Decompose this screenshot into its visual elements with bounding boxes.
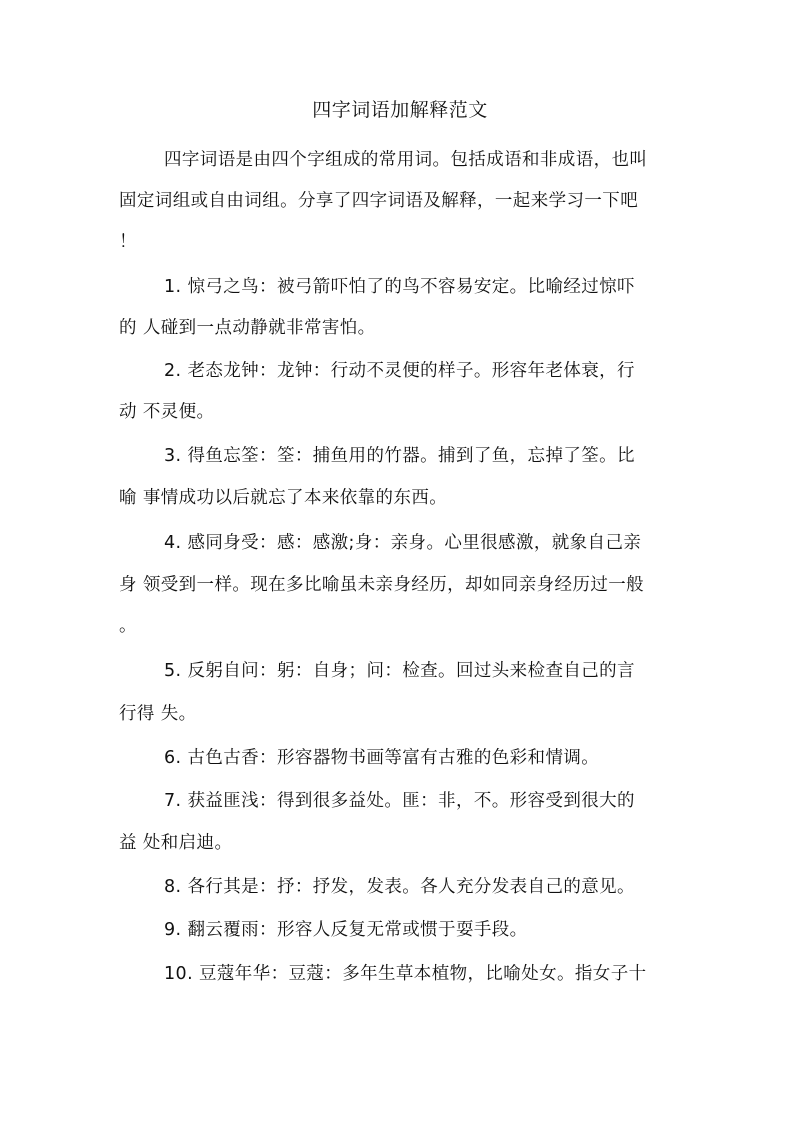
- item-3-line-1: 3. 得鱼忘筌：筌：捕鱼用的竹器。捕到了鱼，忘掉了筌。比: [164, 446, 635, 466]
- item-4-line-2: 身 领受到一样。现在多比喻虽未亲身经历，却如同亲身经历过一般: [119, 575, 645, 595]
- item-10-line-1: 10. 豆蔻年华：豆蔻：多年生草本植物，比喻处女。指女子十: [164, 964, 647, 984]
- item-4-line-1: 4. 感同身受：感：感激;身：亲身。心里很感激，就象自己亲: [164, 533, 642, 553]
- intro-line-2: 固定词组或自由词组。分享了四字词语及解释，一起来学习一下吧: [119, 191, 639, 211]
- item-8-line-1: 8. 各行其是：抒：抒发，发表。各人充分发表自己的意见。: [164, 877, 635, 897]
- item-5-line-2: 行得 失。: [119, 704, 197, 724]
- intro-line-1: 四字词语是由四个字组成的常用词。包括成语和非成语，也叫: [164, 150, 648, 170]
- item-5-line-1: 5. 反躬自问：躬：自身；问：检查。回过头来检查自己的言: [164, 661, 635, 681]
- item-3-line-2: 喻 事情成功以后就忘了本来依靠的东西。: [119, 488, 448, 508]
- item-2-line-1: 2. 老态龙钟：龙钟：行动不灵便的样子。形容年老体衰，行: [164, 361, 635, 381]
- item-7-line-2: 益 处和启迪。: [119, 833, 233, 853]
- item-9-line-1: 9. 翻云覆雨：形容人反复无常或惯于耍手段。: [164, 920, 528, 940]
- item-1-line-2: 的 人碰到一点动静就非常害怕。: [119, 318, 376, 338]
- item-4-line-3: 。: [119, 616, 137, 636]
- item-1-line-1: 1. 惊弓之鸟：被弓箭吓怕了的鸟不容易安定。比喻经过惊吓: [164, 277, 635, 297]
- item-6-line-1: 6. 古色古香：形容器物书画等富有古雅的色彩和情调。: [164, 748, 600, 768]
- item-7-line-1: 7. 获益匪浅：得到很多益处。匪：非，不。形容受到很大的: [164, 791, 635, 811]
- document-title: 四字词语加解释范文: [312, 99, 488, 121]
- intro-line-3: ！: [119, 232, 137, 252]
- item-2-line-2: 动 不灵便。: [119, 402, 215, 422]
